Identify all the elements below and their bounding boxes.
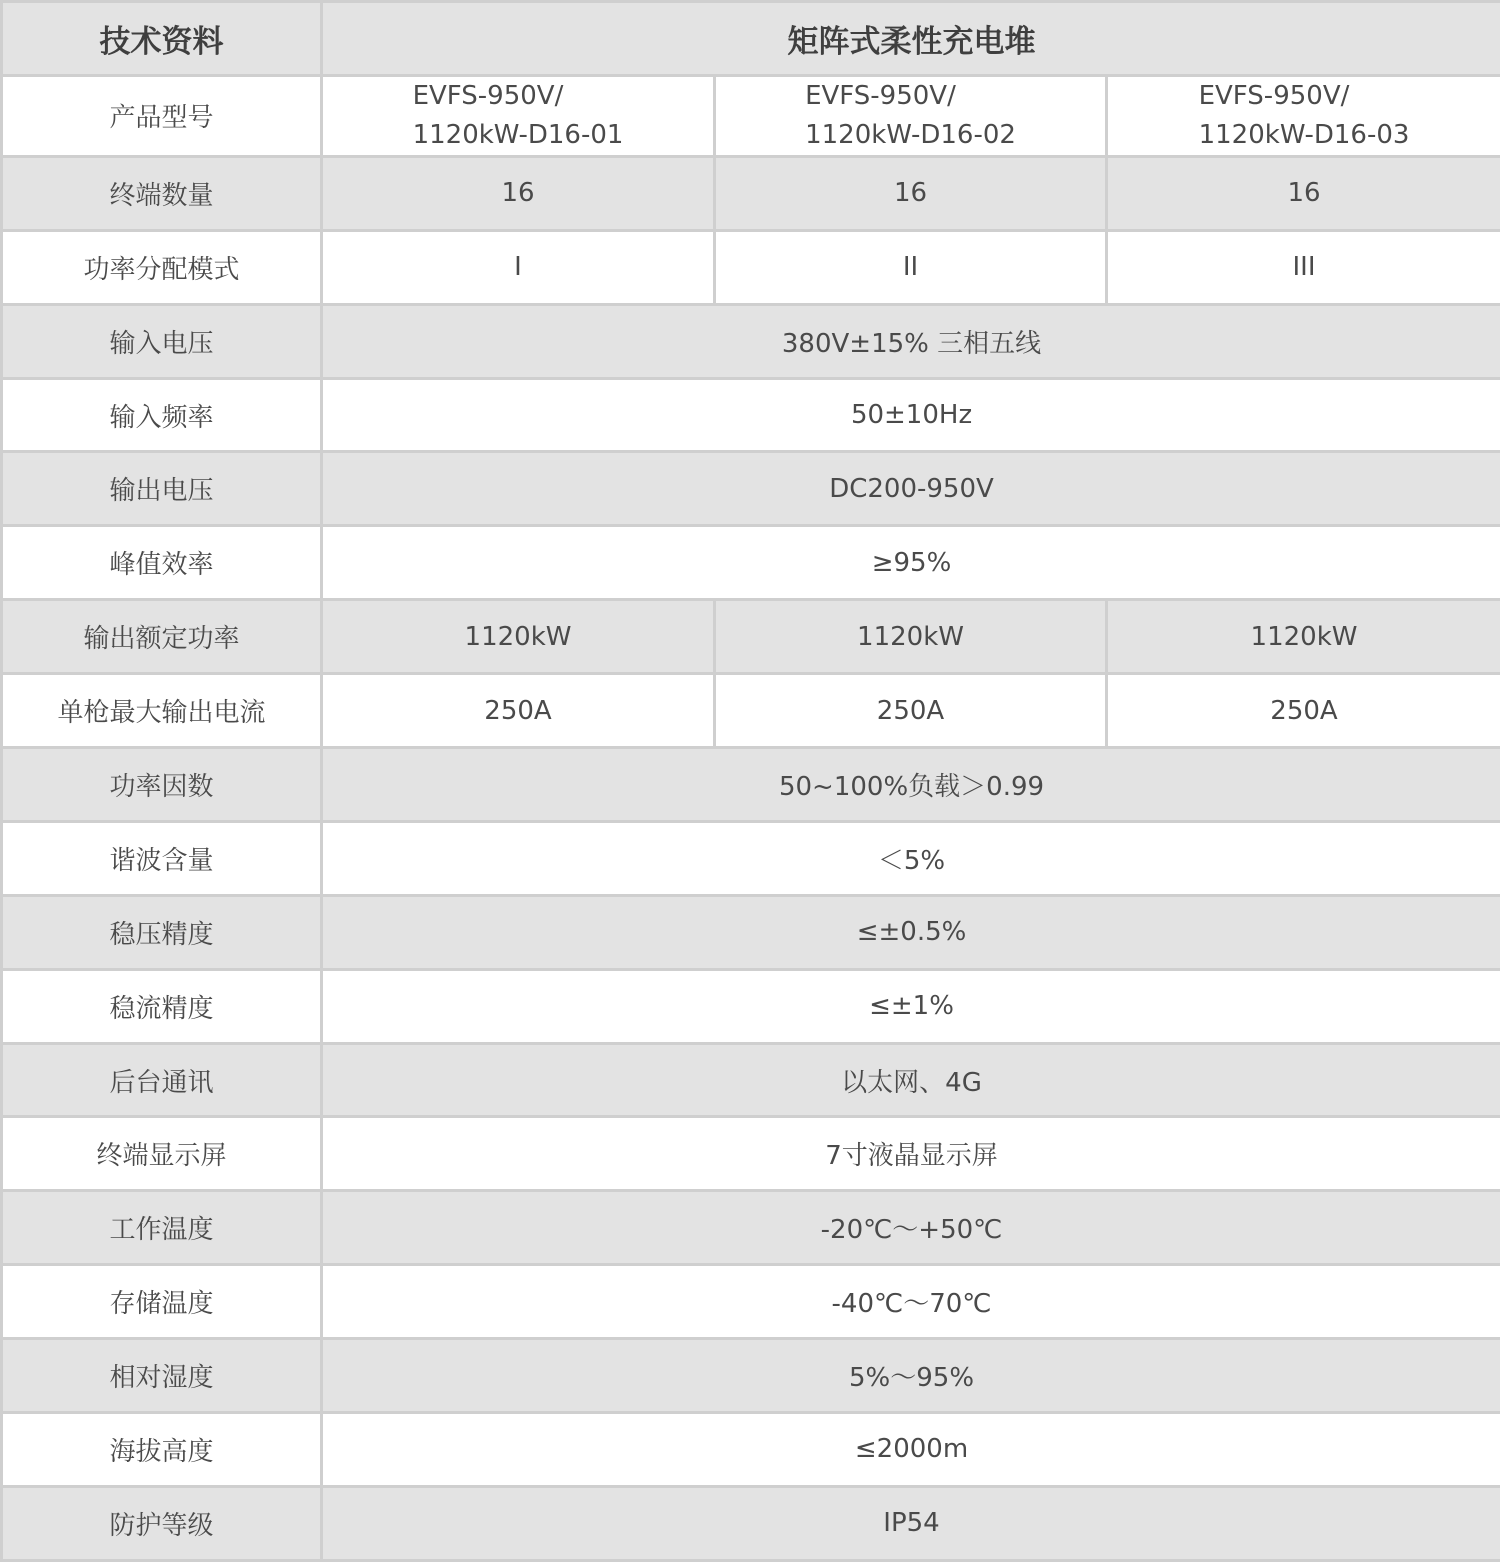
row-label: 终端数量 [2, 156, 322, 230]
model-line-2: 1120kW-D16-01 [413, 120, 624, 150]
value-cell: 380V±15% 三相五线 [322, 304, 1500, 378]
model-line-1: EVFS-950V/ [805, 81, 956, 111]
value-cell: 以太网、4G [322, 1043, 1500, 1117]
spec-row [2, 895, 1500, 969]
model-cell [322, 75, 715, 156]
spec-row [2, 600, 1500, 674]
value-cell: III [1107, 230, 1500, 304]
row-label: 相对湿度 [2, 1339, 322, 1413]
model-cell [715, 75, 1107, 156]
spec-row [2, 674, 1500, 748]
value-cell: 5%～95% [322, 1339, 1500, 1413]
row-label: 单枪最大输出电流 [2, 674, 322, 748]
spec-row [2, 1117, 1500, 1191]
spec-row [2, 1339, 1500, 1413]
spec-row [2, 452, 1500, 526]
value-cell: 16 [322, 156, 715, 230]
value-cell: 250A [715, 674, 1107, 748]
value-cell: 250A [322, 674, 715, 748]
spec-row [2, 1265, 1500, 1339]
row-label: 海拔高度 [2, 1413, 322, 1487]
model-line-1: EVFS-950V/ [413, 81, 564, 111]
spec-row [2, 1191, 1500, 1265]
row-label: 输出电压 [2, 452, 322, 526]
spec-row [2, 1043, 1500, 1117]
row-label: 功率因数 [2, 748, 322, 822]
row-label: 工作温度 [2, 1191, 322, 1265]
header-title: 矩阵式柔性充电堆 [322, 2, 1500, 76]
model-name [1199, 77, 1410, 155]
row-label: 谐波含量 [2, 821, 322, 895]
value-cell: 16 [715, 156, 1107, 230]
value-cell: 250A [1107, 674, 1500, 748]
model-row [2, 75, 1500, 156]
spec-row [2, 1486, 1500, 1560]
value-cell: 1120kW [322, 600, 715, 674]
row-label: 稳流精度 [2, 969, 322, 1043]
row-label: 输出额定功率 [2, 600, 322, 674]
row-label: 输入频率 [2, 378, 322, 452]
row-label: 产品型号 [2, 75, 322, 156]
spec-row [2, 969, 1500, 1043]
value-cell: ＜5% [322, 821, 1500, 895]
value-cell: 1120kW [715, 600, 1107, 674]
value-cell: -20℃～+50℃ [322, 1191, 1500, 1265]
row-label: 峰值效率 [2, 526, 322, 600]
value-cell: 16 [1107, 156, 1500, 230]
value-cell: ≥95% [322, 526, 1500, 600]
spec-row [2, 304, 1500, 378]
row-label: 稳压精度 [2, 895, 322, 969]
value-cell: ≤2000m [322, 1413, 1500, 1487]
value-cell: I [322, 230, 715, 304]
row-label: 防护等级 [2, 1486, 322, 1560]
spec-row [2, 1413, 1500, 1487]
spec-row [2, 156, 1500, 230]
value-cell: DC200-950V [322, 452, 1500, 526]
spec-row [2, 526, 1500, 600]
header-row [2, 2, 1500, 76]
spec-row [2, 230, 1500, 304]
spec-row [2, 748, 1500, 822]
model-cell [1107, 75, 1500, 156]
spec-row [2, 821, 1500, 895]
value-cell: 1120kW [1107, 600, 1500, 674]
row-label: 输入电压 [2, 304, 322, 378]
model-name [413, 77, 624, 155]
value-cell: II [715, 230, 1107, 304]
header-label: 技术资料 [2, 2, 322, 76]
value-cell: ≤±1% [322, 969, 1500, 1043]
value-cell: -40℃～70℃ [322, 1265, 1500, 1339]
row-label: 存储温度 [2, 1265, 322, 1339]
model-line-1: EVFS-950V/ [1199, 81, 1350, 111]
value-cell: ≤±0.5% [322, 895, 1500, 969]
value-cell: 7寸液晶显示屏 [322, 1117, 1500, 1191]
row-label: 终端显示屏 [2, 1117, 322, 1191]
spec-row [2, 378, 1500, 452]
model-line-2: 1120kW-D16-03 [1199, 120, 1410, 150]
row-label: 功率分配模式 [2, 230, 322, 304]
value-cell: IP54 [322, 1486, 1500, 1560]
model-name [805, 77, 1016, 155]
row-label: 后台通讯 [2, 1043, 322, 1117]
value-cell: 50~100%负载＞0.99 [322, 748, 1500, 822]
value-cell: 50±10Hz [322, 378, 1500, 452]
model-line-2: 1120kW-D16-02 [805, 120, 1016, 150]
